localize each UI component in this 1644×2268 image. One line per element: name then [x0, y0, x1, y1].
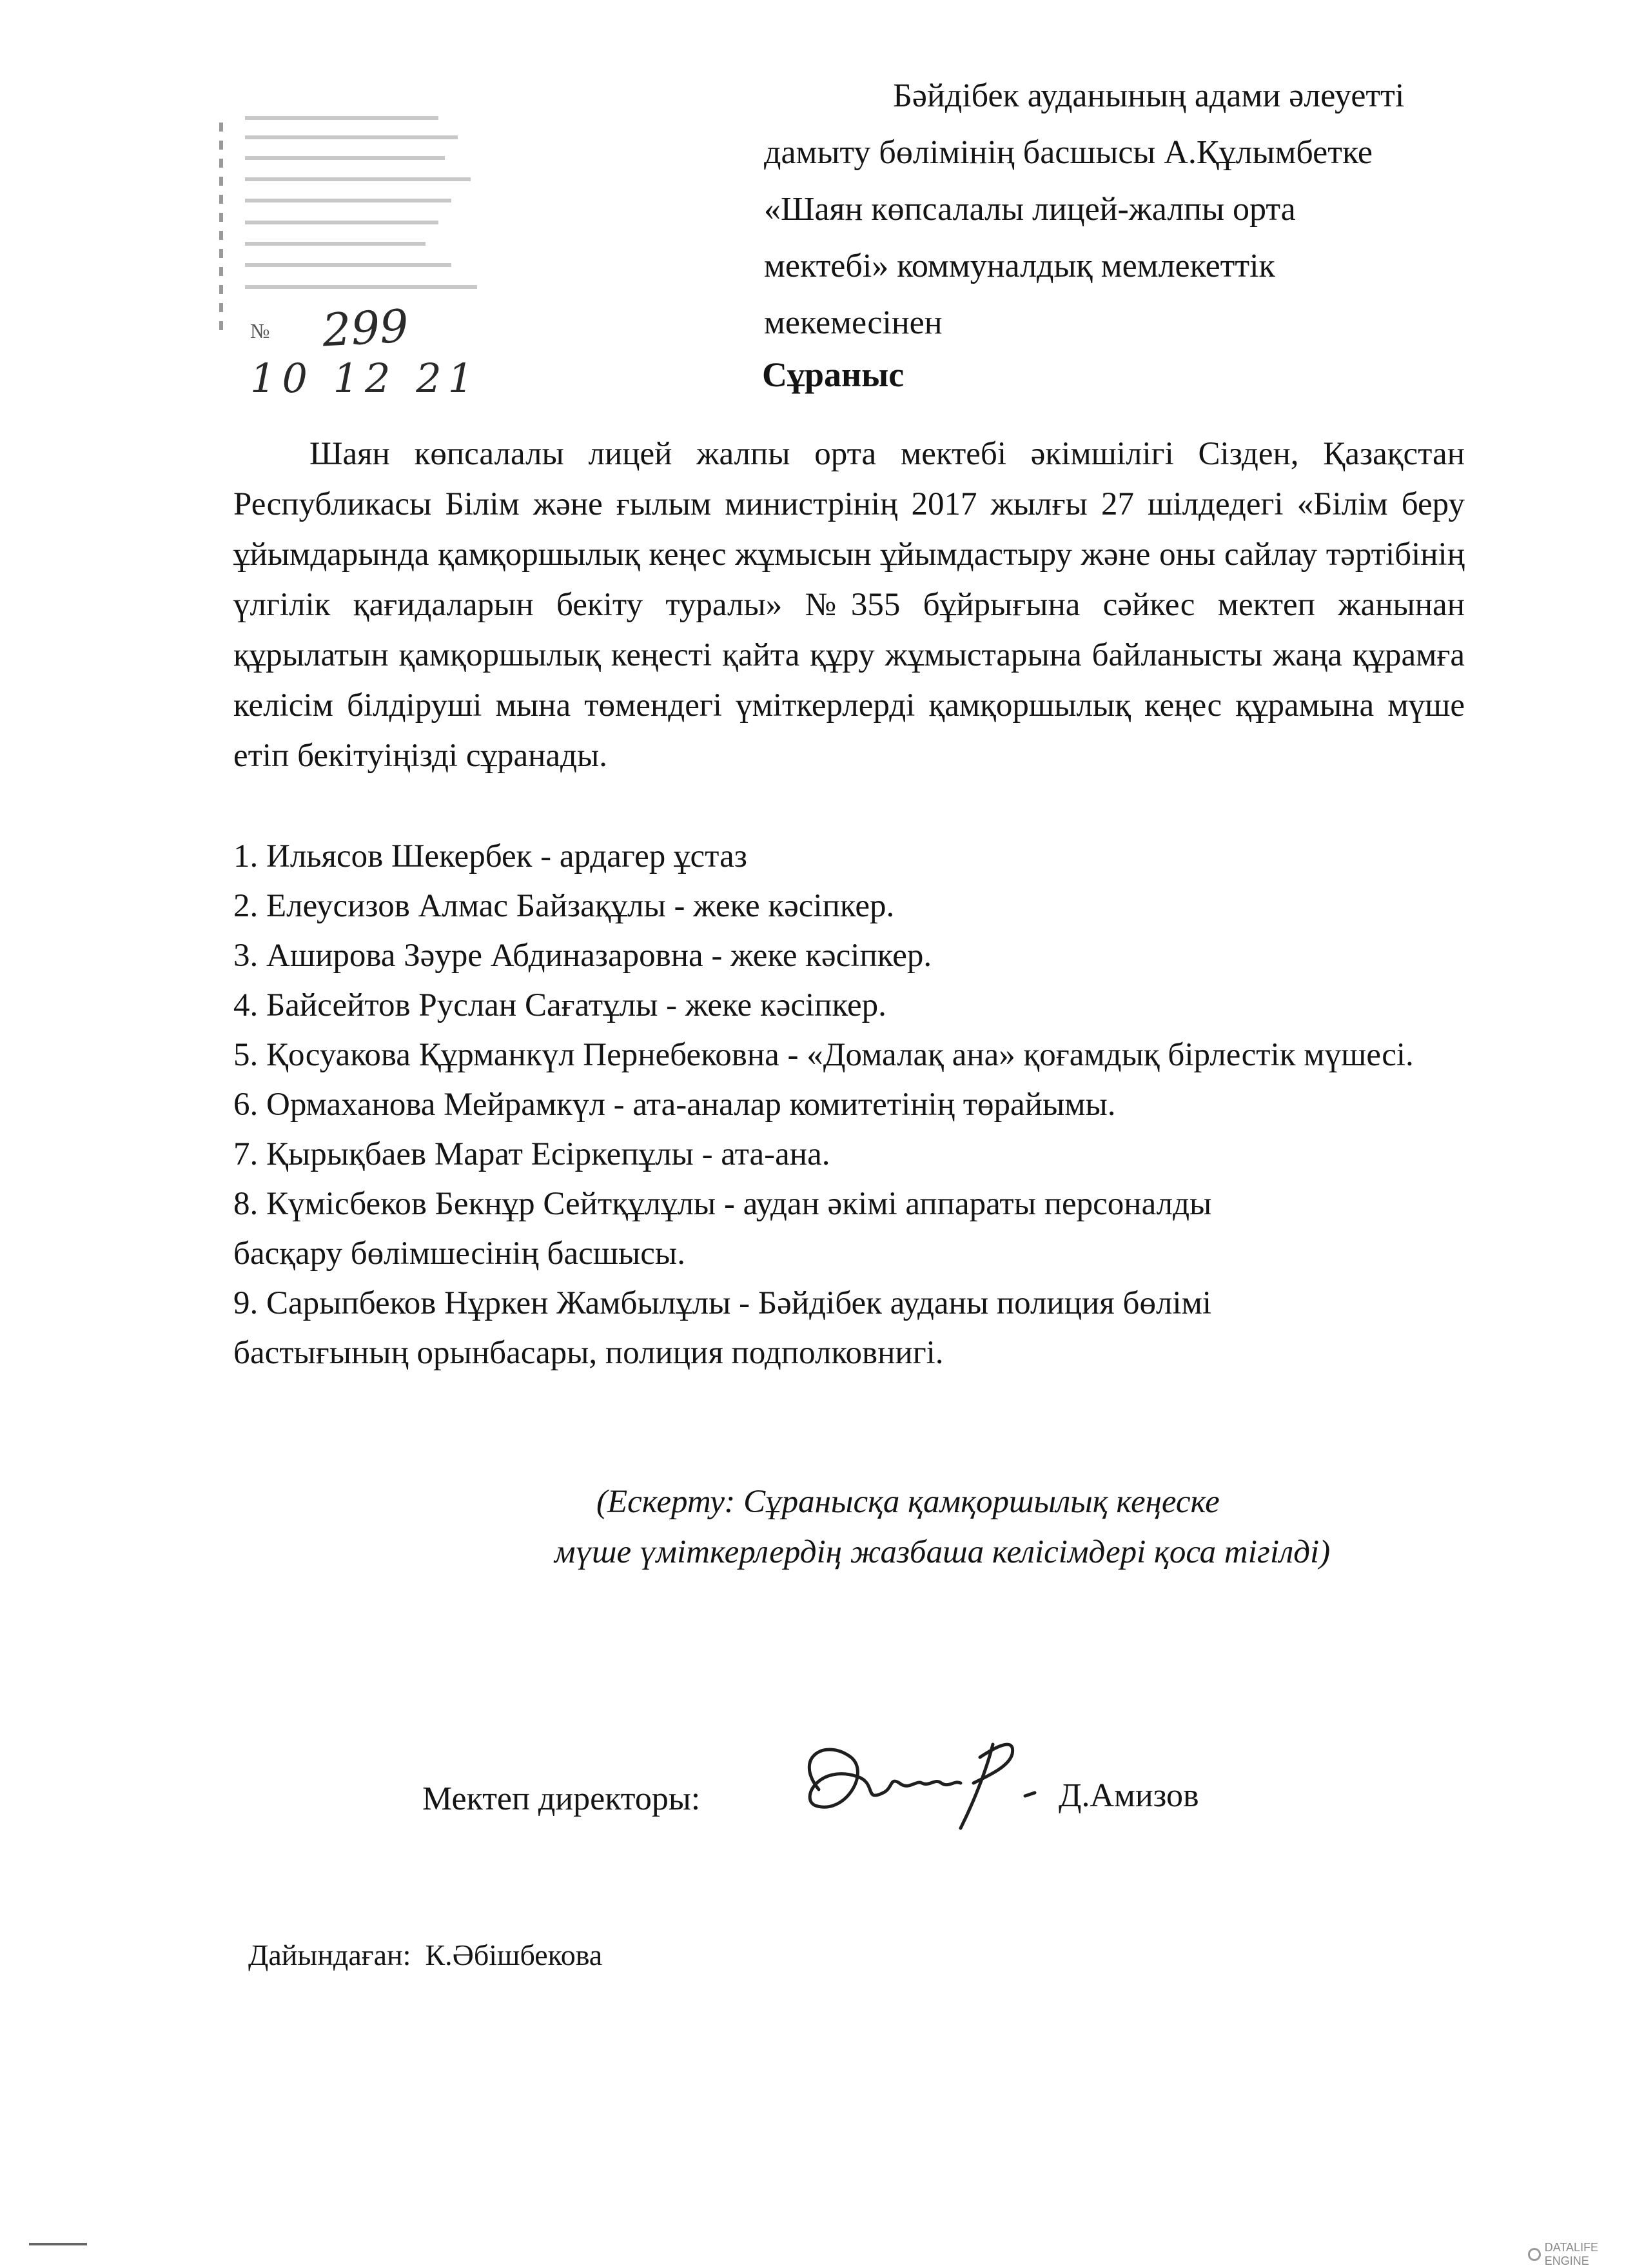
list-item: 1. Ильясов Шекербек - ардагер ұстаз	[233, 838, 747, 874]
candidate-list	[233, 832, 1497, 1378]
scan-mark	[29, 2243, 87, 2245]
stamp-number: 299	[320, 299, 410, 357]
addressee-line: мектебі» коммуналдық мемлекеттік	[764, 248, 1275, 284]
stamp-number-prefix: №	[250, 319, 270, 342]
document-title: Сұраныс	[762, 355, 905, 394]
addressee-line: мекемесінен	[764, 304, 943, 341]
list-item: 6. Ормаханова Мейрамкүл - ата-аналар комитетінің төрайымы.	[233, 1087, 1116, 1123]
watermark	[1528, 2241, 1644, 2268]
watermark-logo-icon	[1528, 2248, 1541, 2261]
list-item: 2. Елеусизов Алмас Байзақұлы - жеке кәсіпкер.	[233, 888, 895, 924]
list-item: 5. Қосуакова Құрманкүл Пернебековна - «Домалақ ана» қоғамдық бірлестік мүшесі.	[233, 1037, 1414, 1073]
prepared-by	[248, 1938, 602, 1972]
addressee-block	[764, 68, 1409, 351]
note-line: (Ескерту: Сұранысқа қамқоршылық кеңеске	[596, 1484, 1220, 1520]
addressee-line: «Шаян көпсалалы лицей-жалпы орта	[764, 191, 1296, 228]
addressee-line: Бәйдібек ауданының адами әлеуетті	[893, 77, 1405, 114]
list-item: 3. Аширова Зәуре Абдиназаровна - жеке кәсіпкер.	[233, 938, 932, 974]
list-item: 7. Қырықбаев Марат Есіркепұлы - ата-ана.	[233, 1136, 830, 1172]
prepared-name: К.Әбішбекова	[425, 1938, 603, 1971]
signature-image	[780, 1719, 1051, 1848]
note-block	[554, 1477, 1502, 1577]
stamp-date: 10 12 21	[250, 355, 480, 402]
list-item: 4. Байсейтов Руслан Сағатұлы - жеке кәсіпкер.	[233, 987, 886, 1023]
list-item: 8. Күмісбеков Бекнұр Сейтқұлұлы - аудан әкімі аппараты персоналды басқару бөлімшесінің басшысы.	[233, 1186, 1212, 1272]
director-label: Мектеп директоры:	[422, 1780, 701, 1817]
director-name: Д.Амизов	[1059, 1777, 1199, 1814]
list-item: 9. Сарыпбеков Нұркен Жамбылұлы - Бәйдібек ауданы полиция бөлімі бастығының орынбасары, полиция подполковнигі.	[233, 1285, 1212, 1371]
note-line: мүше үміткерлердің жазбаша келісімдері қоса тігілді)	[554, 1534, 1331, 1570]
prepared-label: Дайындаған:	[248, 1938, 411, 1971]
addressee-line: дамыту бөлімінің басшысы А.Құлымбетке	[764, 134, 1373, 171]
registration-stamp	[219, 97, 516, 400]
watermark-text: DATALIFE ENGINE	[1544, 2241, 1599, 2267]
body-paragraph: Шаян көпсалалы лицей жалпы орта мектебі әкімшілігі Сізден, Қазақстан Республикасы Білім және ғылым министрінің 2017 жылғы 27 шілдедегі «Білім беру ұйымдарында қамқоршылық кеңес жұмысын ұйымдастыру және оны сайлау тәртібінің үлгілік қағидаларын бекіту туралы» №355 бұйрығына сәйкес мектеп жанынан құрылатын қамқоршылық кеңесті қайта құру жұмыстарына байланысты жаңа құрамға келісім білдіруші мына төмендегі үміткерлерді қамқоршылық кеңес құрамына мүше етіп бекітуіңізді сұранады.	[233, 436, 1465, 774]
